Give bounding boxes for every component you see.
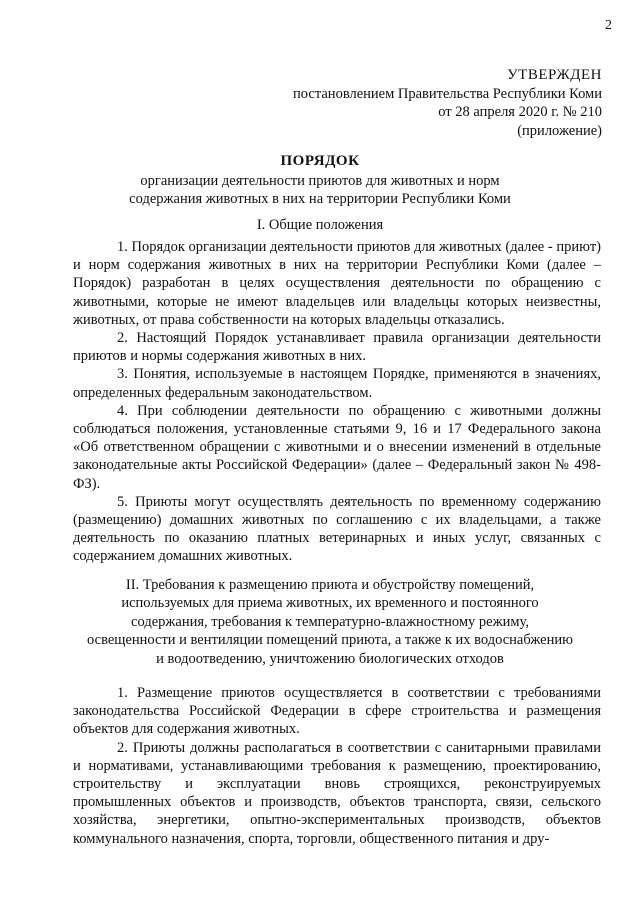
section-2-title [60, 576, 600, 668]
section-1-body [73, 238, 601, 566]
page-number: 2 [605, 18, 612, 33]
paragraph: 5. Приюты могут осуществлять деятельность по временному содержанию (размещению) домашних животных по соглашению с их владельцами, а также деятельность по оказанию платных ветеринарных и иных услуг, связанных с содержанием домашних животных. [73, 493, 601, 565]
approval-block [202, 66, 602, 140]
paragraph: 1. Порядок организации деятельности приютов для животных (далее - приют) и норм содержания животных в них на территории Республики Коми (далее – Порядок) разработан в целях осуществления деятельности по обращению с животными, которые не имеют владельцев или владельцы которых неизвестны, животных, от права собственности на которых владельцы отказались. [73, 239, 601, 328]
paragraph: 4. При соблюдении деятельности по обращению с животными должны соблюдаться положения, установленные статьями 9, 16 и 17 Федерального закона «Об ответственном обращении с животными и о внесении изменений в отдельные законодательные акты Российской Федерации» (далее – Федеральный закон № 498-ФЗ). [73, 402, 601, 492]
section-2-body [73, 684, 601, 848]
paragraph: 3. Понятия, используемые в настоящем Порядке, применяются в значениях, определенных федеральным законодательством. [73, 366, 601, 401]
document-subtitle-line: содержания животных в них на территории Республики Коми [129, 191, 511, 207]
approval-stamp: УТВЕРЖДЕН [507, 67, 602, 83]
document-subtitle-line: организации деятельности приютов для животных и норм [140, 172, 500, 189]
paragraph: 2. Настоящий Порядок устанавливает правила организации деятельности приютов и нормы содержания животных в них. [73, 330, 601, 365]
section-2-title-line: и водоотведению, уничтожению биологических отходов [156, 650, 504, 667]
approval-line: постановлением Правительства Республики Коми [293, 85, 602, 102]
section-1-title: I. Общие положения [256, 217, 384, 233]
section-2-title-line: используемых для приема животных, их временного и постоянного [121, 595, 539, 612]
paragraph: 2. Приюты должны располагаться в соответствии с санитарными правилами и нормативами, устанавливающими требования к размещению, проектированию, строительству и эксплуатации вновь строящихся, реконструируемых промышленных объектов и производств, объектов транспорта, связи, сельского хозяйства, энергетики, опытно-экспериментальных производств, объектов коммунального назначения, спорта, торговли, общественного питания и дру- [73, 739, 601, 847]
approval-line: от 28 апреля 2020 г. № 210 [438, 104, 602, 120]
section-2-title-line: содержания, требования к температурно-влажностному режиму, [131, 613, 529, 630]
paragraph: 1. Размещение приютов осуществляется в соответствии с требованиями законодательства Российской Федерации в сфере строительства и размещения объектов для содержания животных. [73, 685, 601, 738]
document-title [40, 152, 600, 209]
section-2-title-line: II. Требования к размещению приюта и обустройству помещений, [125, 577, 535, 593]
document-heading: ПОРЯДОК [280, 153, 360, 169]
section-2-title-line: освещенности и вентиляции помещений приюта, а также к их водоснабжению [87, 632, 573, 649]
approval-line: (приложение) [517, 122, 602, 139]
